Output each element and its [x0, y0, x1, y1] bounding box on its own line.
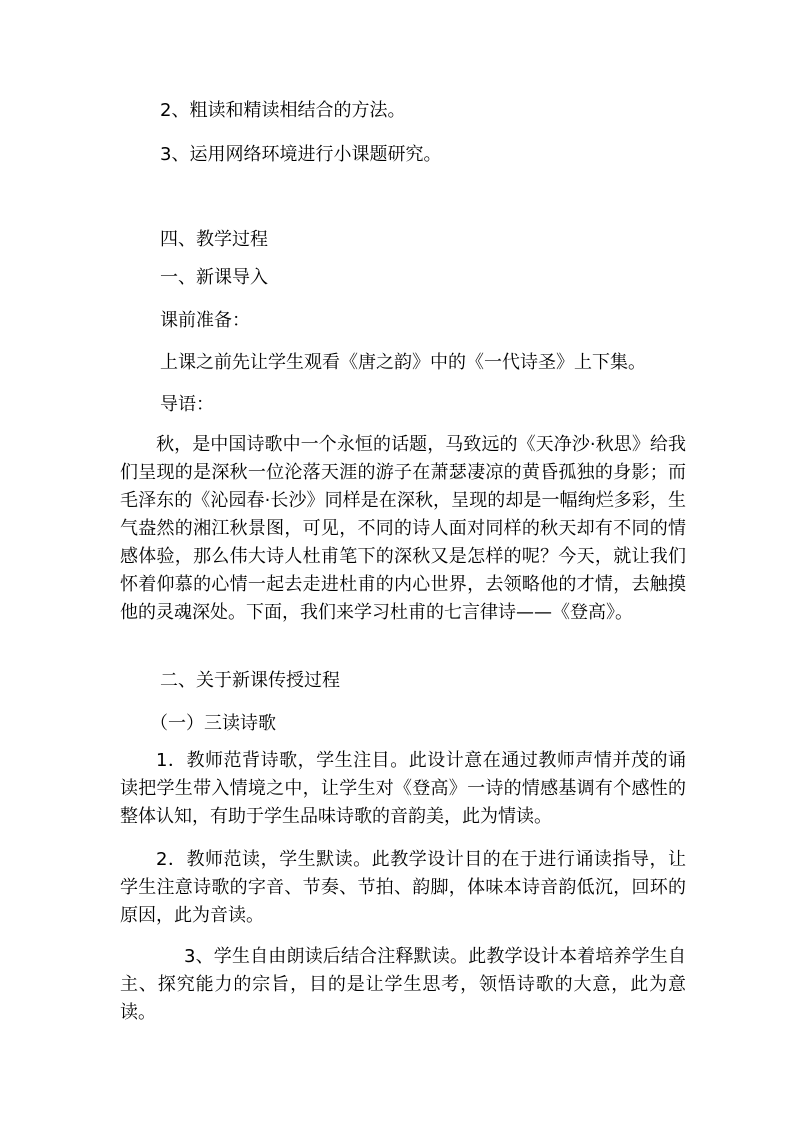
- label-preparation: 课前准备：: [160, 310, 250, 331]
- step-3-text: 3、学生自由朗读后结合注释默读。此教学设计本着培养学生自主、探究能力的宗旨，目的是让学生思考，领悟诗歌的大意，此为意读。: [120, 946, 686, 1023]
- method-item-2: 2、粗读和精读相结合的方法。: [160, 100, 406, 121]
- step-3-paragraph: [120, 943, 686, 1027]
- intro-paragraph-text: 秋，是中国诗歌中一个永恒的话题，马致远的《天净沙·秋思》给我们呈现的是深秋一位沦落天涯的游子在萧瑟凄凉的黄昏孤独的身影；而毛泽东的《沁园春·长沙》同样是在深秋，呈现的却是一幅绚烂多彩，生气盎然的湘江秋景图，可见，不同的诗人面对同样的秋天却有不同的情感体验，那么伟大诗人杜甫笔下的深秋又是怎样的呢？今天，就让我们怀着仰慕的心情一起去走进杜甫的内心世界，去领略他的才情，去触摸他的灵魂深处。下面，我们来学习杜甫的七言律诗——《登高》。: [120, 434, 686, 623]
- step-2-text: 2．教师范读，学生默读。此教学设计目的在于进行诵读指导，让学生注意诗歌的字音、节奏、节拍、韵脚，体味本诗音韵低沉，回环的原因，此为音读。: [120, 849, 686, 926]
- intro-paragraph: [120, 431, 686, 627]
- step-1-text: 1．教师范背诗歌，学生注目。此设计意在通过教师声情并茂的诵读把学生带入情境之中，让学生对《登高》一诗的情感基调有个感性的整体认知，有助于学生品味诗歌的音韵美，此为情读。: [120, 750, 686, 827]
- section-heading-new-lesson: 二、关于新课传授过程: [160, 670, 340, 691]
- section-heading-teaching-process: 四、教学过程: [160, 229, 268, 250]
- label-introduction: 导语：: [160, 394, 214, 415]
- preparation-text: 上课之前先让学生观看《唐之韵》中的《一代诗圣》上下集。: [160, 352, 646, 373]
- step-2-paragraph: [120, 846, 686, 930]
- subsection-heading-three-readings: （一）三读诗歌: [150, 713, 276, 734]
- subheading-new-lesson-intro: 一、新课导入: [160, 267, 268, 288]
- method-item-3: 3、运用网络环境进行小课题研究。: [160, 144, 442, 165]
- step-1-paragraph: [120, 747, 686, 831]
